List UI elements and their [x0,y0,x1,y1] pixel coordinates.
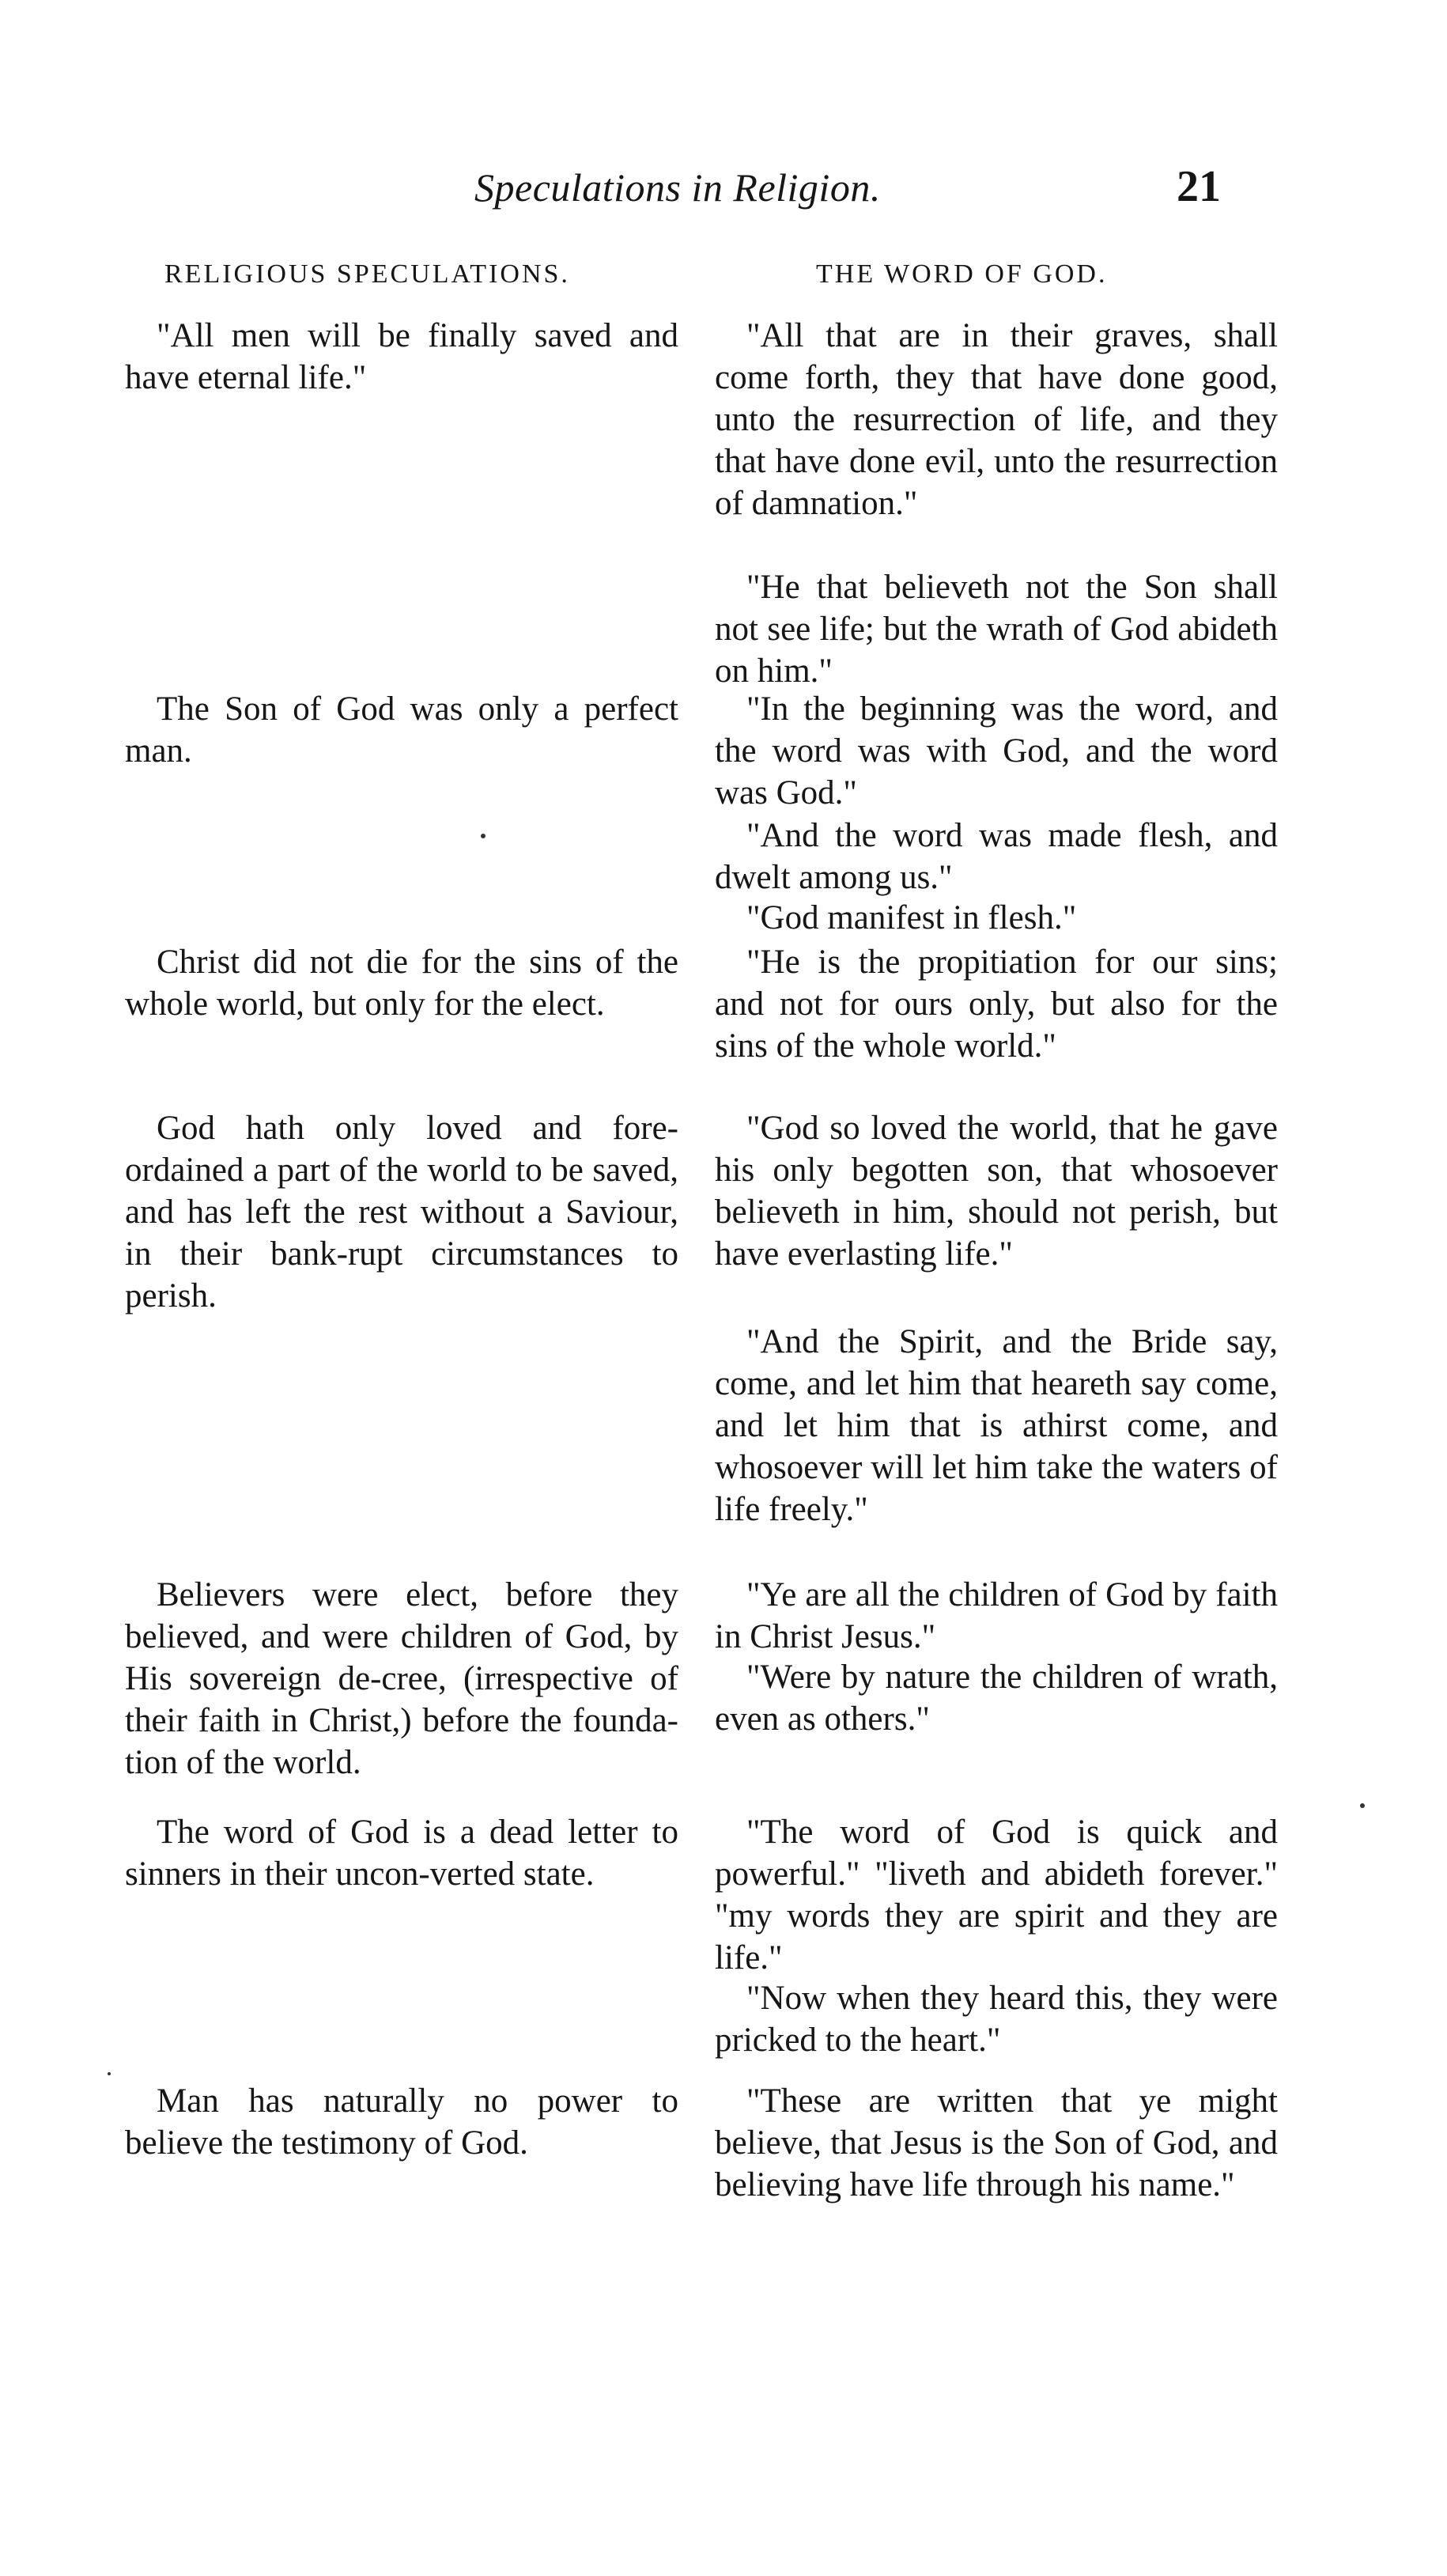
scripture-3: "In the beginning was the word, and the word was with God, and the word was God." [715,690,1278,811]
speculation-5: Believers were elect, before they believed, and were children of God, by His sovereign de-cree, (irrespective of their faith in Christ,) before the founda-tion of the world. [125,1576,678,1781]
scripture-13: "These are written that ye might believe, that Jesus is the Son of God, and believing have life through his name." [715,2082,1278,2203]
scripture-10: "Were by nature the children of wrath, even as others." [715,1659,1278,1738]
scripture-1: "All that are in their graves, shall come forth, they that have done good, unto the resurrection of life, and they that have done evil, unto the resurrection of damnation." [715,317,1278,522]
page-number-last: 1 [1199,162,1221,211]
left-column-heading: RELIGIOUS SPECULATIONS. [164,259,570,289]
scripture-6: "He is the propitiation for our sins; and not for ours only, but also for the sins of the whole world." [715,944,1278,1065]
speculation-3: Christ did not die for the sins of the whole world, but only for the elect. [125,944,678,1023]
scripture-8: "And the Spirit, and the Bride say, come, and let him that heareth say come, and let him that is athirst come, and whosoever will let him take the waters of life freely." [715,1323,1278,1528]
running-title: Speculations in Religion. [474,165,881,210]
speculation-1: "All men will be finally saved and have eternal life." [125,317,678,396]
speculation-6: The word of God is a dead letter to sinners in their uncon-verted state. [125,1814,678,1893]
scripture-9: "Ye are all the children of God by faith in Christ Jesus." [715,1576,1278,1655]
scripture-11: "The word of God is quick and powerful." "liveth and abideth forever." "my words they are spirit and they are life." [715,1814,1278,1976]
speculation-7: Man has naturally no power to believe the testimony of God. [125,2082,678,2162]
speculation-4: God hath only loved and fore-ordained a part of the world to be saved, and has left the rest without a Saviour, in their bank-rupt circumstances to perish. [125,1110,678,1314]
print-speck [108,2072,111,2075]
print-speck [481,834,485,838]
scripture-12: "Now when they heard this, they were pricked to the heart." [715,1980,1278,2059]
scripture-7: "God so loved the world, that he gave his only begotten son, that whosoever believeth in him, should not perish, but have everlasting life." [715,1110,1278,1273]
page-number-first: 2 [1177,162,1199,211]
right-column-heading: THE WORD OF GOD. [816,259,1108,289]
page-number [1177,161,1221,212]
speculation-2: The Son of God was only a perfect man. [125,690,678,770]
scripture-2: "He that believeth not the Son shall not see life; but the wrath of God abideth on him." [715,569,1278,690]
scripture-4: "And the word was made flesh, and dwelt among us." [715,817,1278,896]
print-speck [1360,1803,1365,1808]
scripture-5: "God manifest in flesh." [746,899,1077,936]
